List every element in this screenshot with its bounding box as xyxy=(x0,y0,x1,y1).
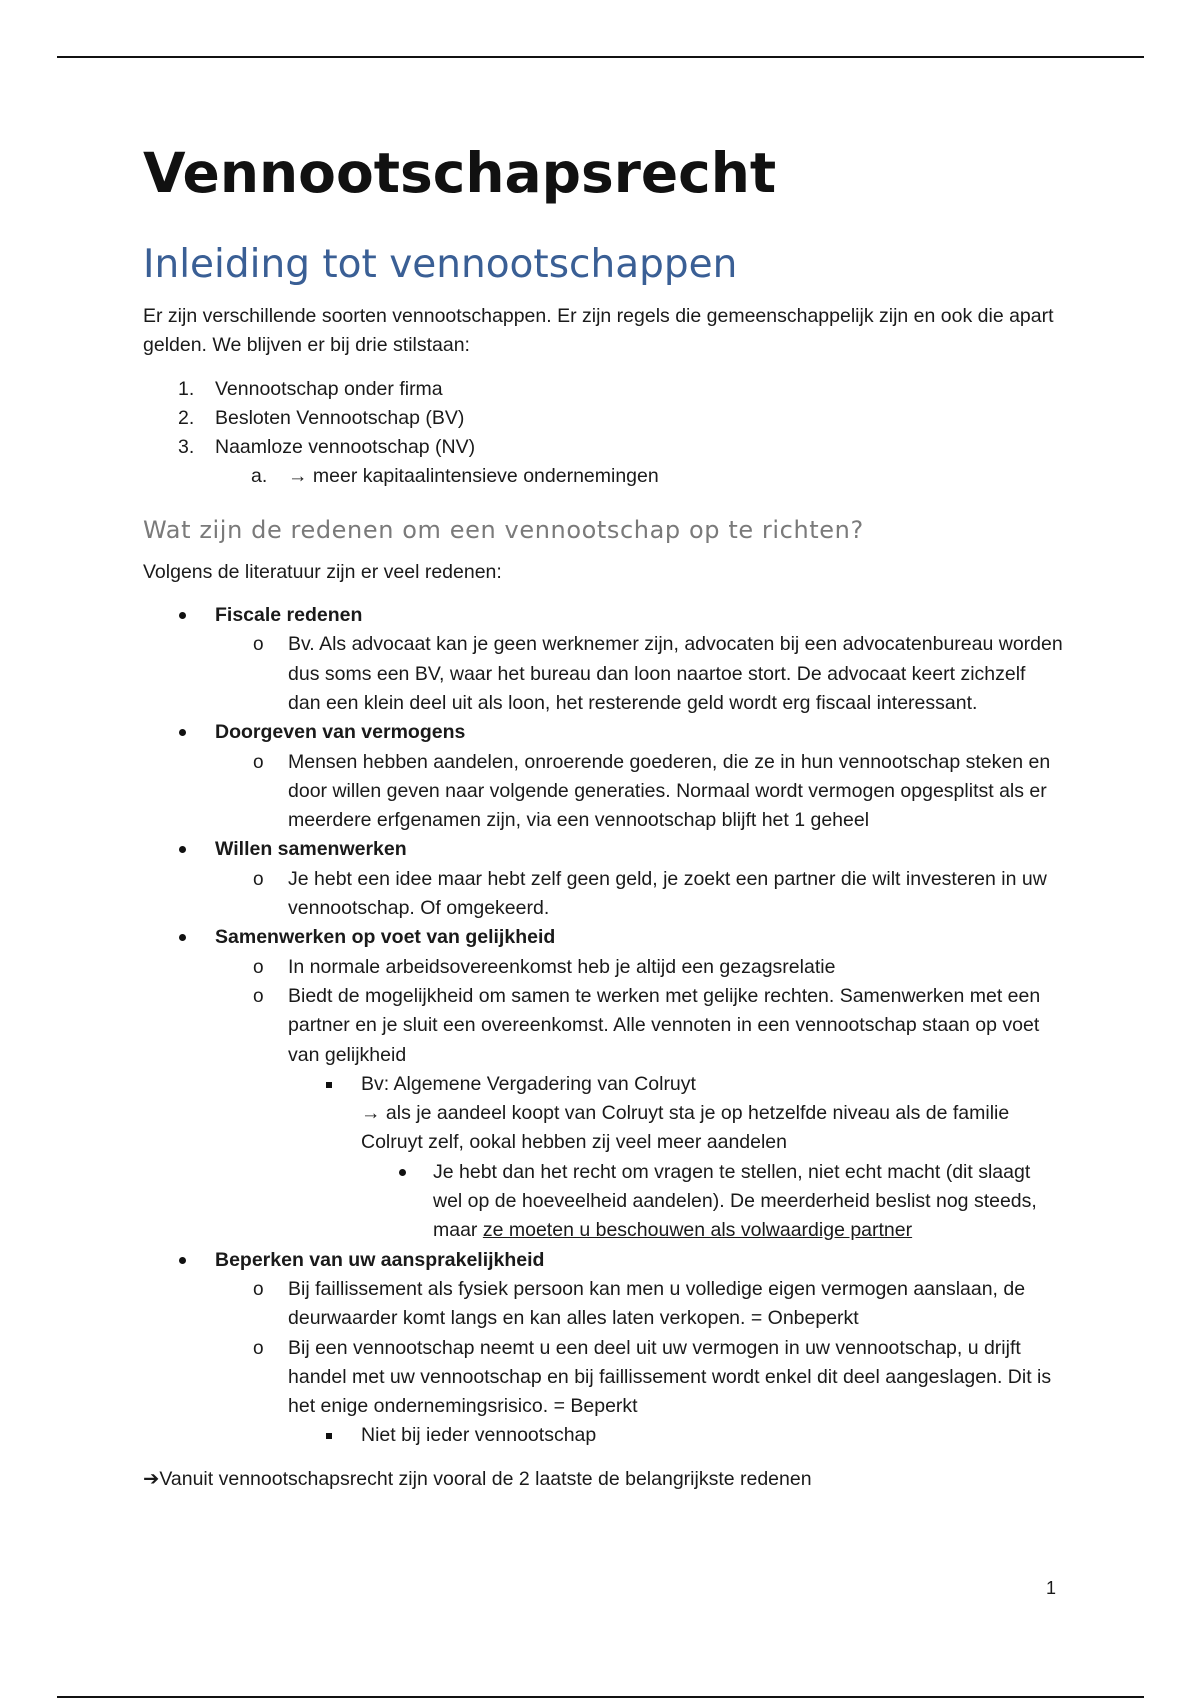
list-subitem: Niet bij ieder vennootschap xyxy=(143,1421,1063,1450)
circle-bullet-icon: o xyxy=(253,751,264,773)
square-bullet-icon xyxy=(326,1082,332,1088)
footer-rule xyxy=(57,1696,1144,1698)
intro-paragraph: Er zijn verschillende soorten vennootschappen. Er zijn regels die gemeenschappelijk zijn en ook die apart gelden. We blijven er bij drie stilstaan: xyxy=(143,305,1054,357)
reason-fiscal: Fiscale redenen xyxy=(143,601,1063,630)
reason-passing: Doorgeven van vermogens xyxy=(143,718,1063,747)
circle-bullet-icon: o xyxy=(253,868,264,890)
subsection-heading: Wat zijn de redenen om een vennootschap op te richten? xyxy=(143,515,864,544)
list-item: 1. Vennootschap onder firma xyxy=(178,377,443,400)
circle-bullet-icon: o xyxy=(253,1278,264,1300)
bullet-icon xyxy=(179,729,186,736)
list-subitem: a. → meer kapitaalintensieve ondernemingen xyxy=(251,465,659,488)
list-item: o Mensen hebben aandelen, onroerende goederen, die ze in hun vennootschap steken en door willen geven naar volgende generaties. Normaal wordt vermogen opgesplitst als er meerdere erfgenamen zijn, via een vennootschap blijft het 1 geheel xyxy=(143,748,1063,836)
circle-bullet-icon: o xyxy=(253,1337,264,1359)
list-item: 3. Naamloze vennootschap (NV) xyxy=(178,436,476,459)
section-heading: Inleiding tot vennootschappen xyxy=(143,242,738,287)
reasons-intro: Volgens de literatuur zijn er veel redenen: xyxy=(143,560,502,583)
list-item: o Bij een vennootschap neemt u een deel uit uw vermogen in uw vennootschap, u drijft handel met uw vennootschap en bij faillissement wordt enkel dit deel aangeslagen. Dit is het enige ondernemingsrisico. = Beperkt xyxy=(143,1334,1063,1422)
circle-bullet-icon: o xyxy=(253,985,264,1007)
reasons-list xyxy=(143,601,1063,1451)
bullet-icon xyxy=(179,934,186,941)
bullet-icon xyxy=(179,846,186,853)
document-title: Vennootschapsrecht xyxy=(143,141,777,205)
list-item: o In normale arbeidsovereenkomst heb je altijd een gezagsrelatie xyxy=(143,953,1063,982)
example-detail: Je hebt dan het recht om vragen te stellen, niet echt macht (dit slaagt wel op de hoeveelheid aandelen). De meerderheid beslist nog steeds, maar ze moeten u beschouwen als volwaardige partner xyxy=(143,1158,1063,1246)
reason-equal: Samenwerken op voet van gelijkheid xyxy=(143,923,1063,952)
document-body xyxy=(143,138,1063,1508)
circle-bullet-icon: o xyxy=(253,634,264,656)
bullet-icon xyxy=(179,1257,186,1264)
example-item: Bv: Algemene Vergadering van Colruyt → als je aandeel koopt van Colruyt sta je op hetzelfde niveau als de familie Colruyt zelf, ookal hebben zij veel meer aandelen xyxy=(143,1070,1063,1158)
reason-liability: Beperken van uw aansprakelijkheid xyxy=(143,1246,1063,1275)
bullet-icon xyxy=(399,1169,406,1176)
list-item: 2. Besloten Vennootschap (BV) xyxy=(178,406,465,429)
list-item: o Biedt de mogelijkheid om samen te werken met gelijke rechten. Samenwerken met een partner en je sluit een overeenkomst. Alle vennoten in een vennootschap staan op voet van gelijkheid xyxy=(143,982,1063,1070)
square-bullet-icon xyxy=(326,1433,332,1439)
list-item: o Je hebt een idee maar hebt zelf geen geld, je zoekt een partner die wilt investeren in uw vennootschap. Of omgekeerd. xyxy=(143,865,1063,924)
page-number: 1 xyxy=(1046,1578,1057,1598)
conclusion: ➔Vanuit vennootschapsrecht zijn vooral de 2 laatste de belangrijkste redenen xyxy=(143,1467,812,1490)
reason-cooperate: Willen samenwerken xyxy=(143,835,1063,864)
list-item: o Bv. Als advocaat kan je geen werknemer zijn, advocaten bij een advocatenbureau worden dus soms een BV, waar het bureau dan loon naartoe stort. De advocaat keert zichzelf dan een klein deel uit als loon, het resterende geld wordt erg fiscaal interessant. xyxy=(143,630,1063,718)
types-list xyxy=(143,375,1063,492)
bullet-icon xyxy=(179,612,186,619)
circle-bullet-icon: o xyxy=(253,956,264,978)
header-rule xyxy=(57,56,1144,58)
list-item: o Bij faillissement als fysiek persoon kan men u volledige eigen vermogen aanslaan, de deurwaarder komt langs en kan alles laten verkopen. = Onbeperkt xyxy=(143,1275,1063,1334)
